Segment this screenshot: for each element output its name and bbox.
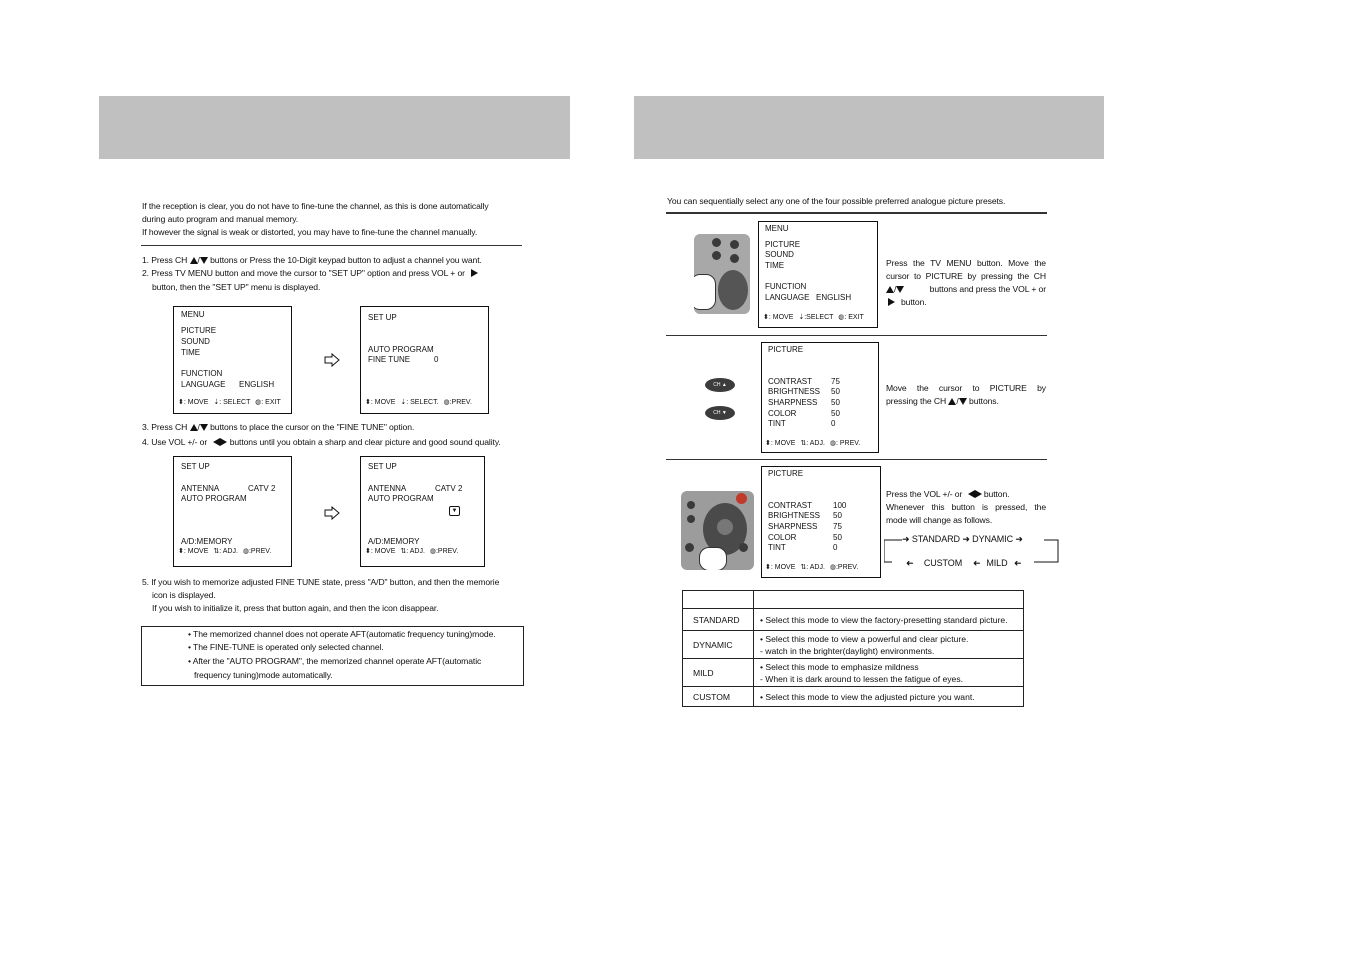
osd-item: AUTO PROGRAM xyxy=(181,494,247,503)
table-desc: • Select this mode to view the adjusted picture you want. xyxy=(754,687,1024,707)
prev-icon: ◍ xyxy=(242,548,249,555)
table-mode: MILD xyxy=(683,659,754,687)
osd-title: MENU xyxy=(181,310,205,319)
osd-value: CATV 2 xyxy=(435,484,463,493)
osd-value: 0 xyxy=(833,543,838,552)
mode-custom: CUSTOM xyxy=(923,558,963,568)
adjust-icon: ⇅ xyxy=(800,440,807,447)
osd-item: COLOR xyxy=(768,409,797,418)
osd-value: 100 xyxy=(833,501,847,510)
osd-value: 0 xyxy=(434,355,439,364)
osd-title: SET UP xyxy=(181,462,210,471)
osd-footer: ⬍: MOVE ⇣: SELECT ◍: EXIT xyxy=(178,399,281,406)
prev-icon: ◍ xyxy=(443,399,450,406)
intro-line-2: during auto program and manual memory. xyxy=(142,214,299,224)
osd-item: SHARPNESS xyxy=(768,398,818,407)
row2-instructions: Move the cursor to PICTURE by pressing the CH / buttons. xyxy=(886,383,1046,406)
arrow-left-icon: ➜ xyxy=(972,558,980,568)
osd-value: ENGLISH xyxy=(816,293,852,302)
cycle-bottom-row xyxy=(906,557,1021,570)
osd-value: ENGLISH xyxy=(239,380,275,389)
osd-footer: ⬍: MOVE ⇣: SELECT. ◍:PREV. xyxy=(365,399,472,406)
left-divider xyxy=(141,245,522,246)
right-header-banner xyxy=(634,96,1104,159)
table-row xyxy=(683,631,1024,659)
ch-down-icon xyxy=(200,257,208,264)
prev-icon: ◍ xyxy=(829,440,836,447)
vol-left-icon xyxy=(213,438,220,446)
arrow-left-icon: ➜ xyxy=(906,558,914,568)
vol-left-icon xyxy=(968,490,975,498)
vol-right-icon xyxy=(220,438,227,446)
note-3: • After the "AUTO PROGRAM", the memorized channel operate AFT(automatic xyxy=(188,656,482,666)
osd-item: AUTO PROGRAM xyxy=(368,494,434,503)
osd-item: CONTRAST xyxy=(768,377,812,386)
osd-title: MENU xyxy=(765,224,789,233)
osd-footer: ⬍: MOVE ⇅: ADJ. ◍:PREV. xyxy=(178,548,272,555)
cycle-top-row xyxy=(902,533,1023,546)
row1-instructions: Press the TV MENU button. Move the cursor to PICTURE by pressing the CH / buttons and press the VOL + or button. xyxy=(886,258,1046,307)
ch-up-icon xyxy=(190,424,198,431)
adjust-icon: ⇅ xyxy=(400,548,407,555)
picture-mode-table xyxy=(682,590,1024,707)
osd-item: BRIGHTNESS xyxy=(768,387,821,396)
arrow-left-icon: ➜ xyxy=(1013,558,1022,568)
osd-footer: ⬍: MOVE ⇅: ADJ. ◍:PREV. xyxy=(765,564,859,571)
osd-footer: ⬍: MOVE ⇅: ADJ. ◍:PREV. xyxy=(365,548,459,555)
vol-right-icon xyxy=(888,298,895,306)
osd-item: FUNCTION xyxy=(181,369,223,378)
osd-title: PICTURE xyxy=(768,345,804,354)
osd-footer: ⬍: MOVE ⇣:SELECT ◍: EXIT xyxy=(763,314,864,321)
osd-item: AUTO PROGRAM xyxy=(368,345,434,354)
step-4: 4. Use VOL +/- or buttons until you obtain a sharp and clear picture and good sound quality. xyxy=(142,437,501,447)
right-divider-top xyxy=(666,212,1047,214)
updown-icon: ⬍ xyxy=(765,440,771,447)
osd-value: 75 xyxy=(831,377,840,386)
ch-down-button-icon: CH ▼ xyxy=(705,406,735,420)
updown-icon: ⬍ xyxy=(178,399,184,406)
ch-down-icon xyxy=(200,424,208,431)
osd-setup-2 xyxy=(173,456,292,567)
left-header-banner xyxy=(99,96,570,159)
note-2: • The FINE-TUNE is operated only selected channel. xyxy=(188,642,384,652)
remote-image-2 xyxy=(681,491,754,570)
arrow-right-icon xyxy=(324,506,340,525)
table-cell xyxy=(754,591,1024,609)
osd-value: 50 xyxy=(833,511,842,520)
arrow-right-icon xyxy=(324,353,340,372)
arrow-right-icon: ➜ xyxy=(1015,534,1023,544)
right-divider-2 xyxy=(666,459,1047,460)
select-icon: ⇣ xyxy=(400,399,407,406)
table-header-row xyxy=(683,591,1024,609)
osd-item: FUNCTION xyxy=(765,282,807,291)
arrow-right-icon: ➜ xyxy=(902,534,910,544)
right-intro: You can sequentially select any one of the four possible preferred analogue picture presets. xyxy=(667,196,1006,206)
step-3: 3. Press CH / buttons to place the cursor on the "FINE TUNE" option. xyxy=(142,422,415,432)
osd-item: LANGUAGE xyxy=(181,380,226,389)
prev-icon: ◍ xyxy=(829,564,836,571)
right-divider-1 xyxy=(666,335,1047,336)
step-5: 5. If you wish to memorize adjusted FINE TUNE state, press "A/D" button, and then the memorie icon is displayed. If you wish to initialize it, press that button again, and then the icon disappear. xyxy=(142,577,500,613)
intro-line-1: If the reception is clear, you do not have to fine-tune the channel, as this is done automatically xyxy=(142,201,489,211)
memory-icon: ▼ xyxy=(449,506,460,516)
osd-value: 50 xyxy=(831,387,840,396)
osd-item: PICTURE xyxy=(181,326,217,335)
osd-item: TIME xyxy=(765,261,785,270)
updown-icon: ⬍ xyxy=(178,548,184,555)
step-2-text: 2. Press TV MENU button and move the cursor to "SET UP" option and press VOL + or xyxy=(142,268,465,278)
updown-icon: ⬍ xyxy=(765,564,771,571)
osd-value: 50 xyxy=(833,533,842,542)
osd-menu-right xyxy=(758,221,878,328)
osd-value: 75 xyxy=(833,522,842,531)
updown-icon: ⬍ xyxy=(365,399,371,406)
exit-icon: ◍ xyxy=(255,399,262,406)
osd-picture-2 xyxy=(761,466,881,578)
select-icon: ⇣ xyxy=(213,399,220,406)
table-mode: CUSTOM xyxy=(683,687,754,707)
updown-icon: ⬍ xyxy=(365,548,371,555)
ch-up-icon xyxy=(948,398,956,405)
arrow-right-icon: ➜ xyxy=(962,534,970,544)
osd-title: PICTURE xyxy=(768,469,804,478)
mode-mild: MILD xyxy=(986,558,1008,568)
exit-icon: ◍ xyxy=(838,314,845,321)
mode-cycle-diagram xyxy=(884,533,1060,569)
adjust-icon: ⇅ xyxy=(800,564,807,571)
osd-value: CATV 2 xyxy=(248,484,276,493)
osd-setup-1 xyxy=(360,306,489,414)
table-mode: DYNAMIC xyxy=(683,631,754,659)
osd-value: 50 xyxy=(831,398,840,407)
ch-up-button-icon: CH ▲ xyxy=(705,378,735,392)
mode-dynamic: DYNAMIC xyxy=(972,534,1013,544)
ch-up-icon xyxy=(886,286,894,293)
adjust-icon: ⇅ xyxy=(213,548,220,555)
updown-icon: ⬍ xyxy=(763,314,769,321)
osd-item: ANTENNA xyxy=(368,484,407,493)
osd-item: SOUND xyxy=(181,337,210,346)
table-mode: STANDARD xyxy=(683,609,754,631)
osd-item: BRIGHTNESS xyxy=(768,511,821,520)
mode-standard: STANDARD xyxy=(911,534,960,544)
table-row xyxy=(683,659,1024,687)
osd-item: TINT xyxy=(768,543,786,552)
osd-footer: ⬍: MOVE ⇅: ADJ. ◍: PREV. xyxy=(765,440,861,447)
table-desc: • Select this mode to emphasize mildness - When it is dark around to lessen the fatigue of eyes. xyxy=(754,659,1024,687)
osd-item: ANTENNA xyxy=(181,484,220,493)
osd-picture-1 xyxy=(761,342,879,453)
osd-item: TIME xyxy=(181,348,201,357)
osd-title: SET UP xyxy=(368,313,397,322)
table-desc: • Select this mode to view a powerful and clear picture. - watch in the brighter(daylight) environments. xyxy=(754,631,1024,659)
ch-down-icon xyxy=(896,286,904,293)
prev-icon: ◍ xyxy=(429,548,436,555)
osd-value: 0 xyxy=(831,419,836,428)
osd-item: CONTRAST xyxy=(768,501,812,510)
osd-item: FINE TUNE xyxy=(368,355,411,364)
step-2b: button, then the "SET UP" menu is displayed. xyxy=(152,282,321,292)
osd-setup-3 xyxy=(360,456,485,567)
osd-item: SHARPNESS xyxy=(768,522,818,531)
remote-image-1 xyxy=(694,234,750,314)
osd-item: SOUND xyxy=(765,250,794,259)
step-2 xyxy=(142,267,478,280)
osd-item: A/D:MEMORY xyxy=(181,537,233,546)
osd-title: SET UP xyxy=(368,462,397,471)
left-intro xyxy=(142,200,522,239)
step-1-text-b: buttons or Press the 10-Digit keypad button to adjust a channel you want. xyxy=(210,255,482,265)
osd-menu-left xyxy=(173,306,292,414)
table-cell xyxy=(683,591,754,609)
table-row xyxy=(683,687,1024,707)
step-1: 1. Press CH / buttons or Press the 10-Digit keypad button to adjust a channel you want. xyxy=(142,255,482,265)
vol-right-icon xyxy=(975,490,982,498)
osd-value: 50 xyxy=(831,409,840,418)
notes-box xyxy=(141,626,524,686)
osd-item: COLOR xyxy=(768,533,797,542)
step-1-text: 1. Press CH xyxy=(142,255,188,265)
row3-instructions: Press the VOL +/- or button. Whenever this button is pressed, the mode will change as follows. xyxy=(886,489,1046,525)
select-icon: ⇣ xyxy=(798,314,805,321)
vol-right-icon xyxy=(471,269,478,277)
note-3b: frequency tuning)mode automatically. xyxy=(194,670,333,680)
osd-item: PICTURE xyxy=(765,240,801,249)
table-row xyxy=(683,609,1024,631)
note-1: • The memorized channel does not operate AFT(automatic frequency tuning)mode. xyxy=(188,629,496,639)
osd-item: A/D:MEMORY xyxy=(368,537,420,546)
osd-item: TINT xyxy=(768,419,786,428)
ch-down-icon xyxy=(959,398,967,405)
osd-item: LANGUAGE xyxy=(765,293,810,302)
table-desc: • Select this mode to view the factory-presetting standard picture. xyxy=(754,609,1024,631)
ch-up-icon xyxy=(190,257,198,264)
intro-line-3: If however the signal is weak or distorted, you may have to fine-tune the channel manually. xyxy=(142,227,478,237)
